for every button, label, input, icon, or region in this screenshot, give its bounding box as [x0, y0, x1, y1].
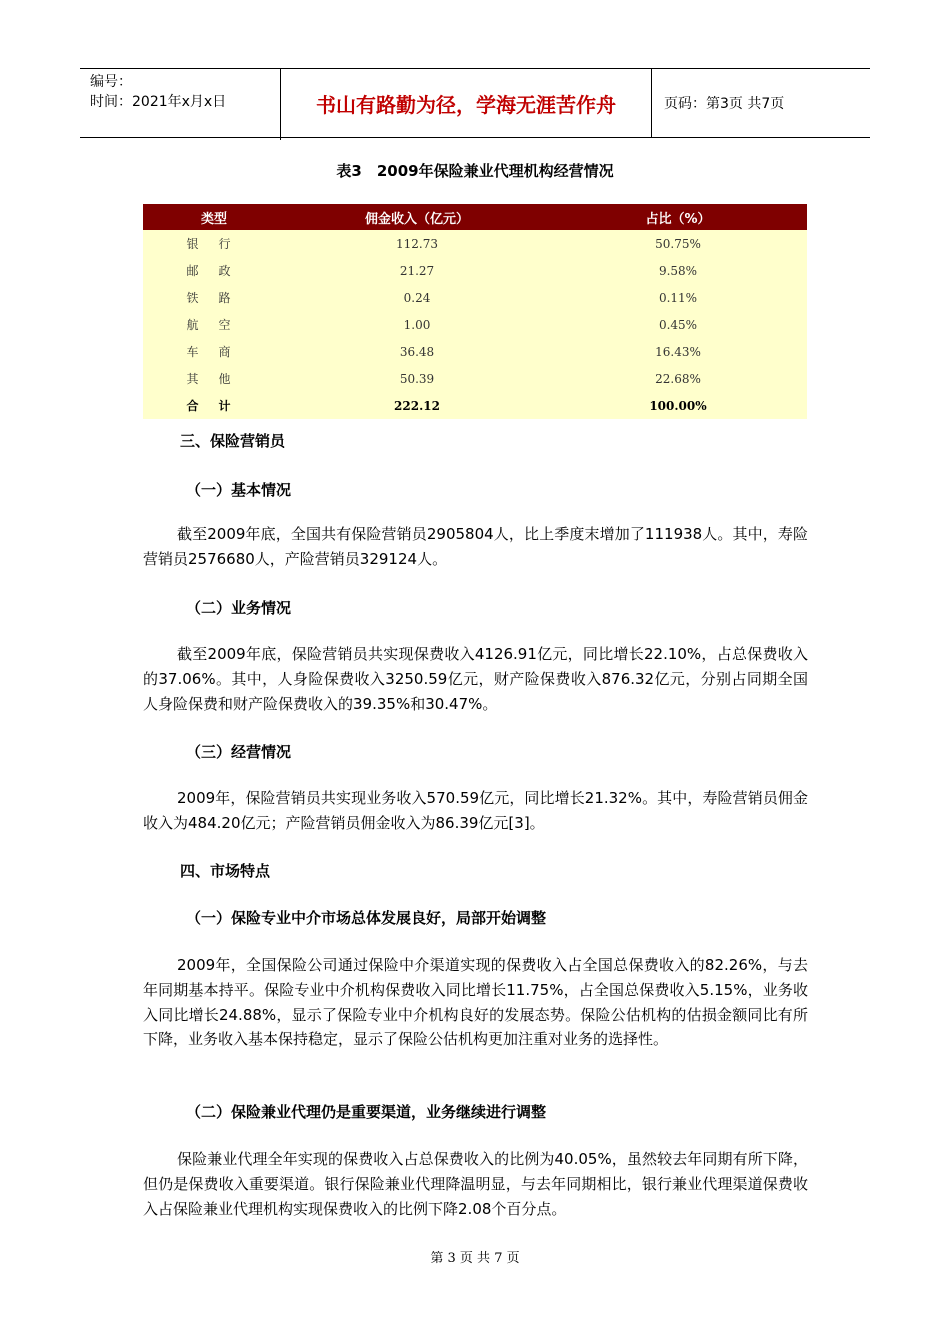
cell-share: 0.11% [549, 284, 807, 311]
section-4-sub-1: （一）保险专业中介市场总体发展良好，局部开始调整 [186, 909, 547, 927]
table-header-row [143, 204, 807, 230]
section-4-paragraph-2: 保险兼业代理全年实现的保费收入占总保费收入的比例为40.05%，虽然较去年同期有所下降，但仍是保费收入重要渠道。银行保险兼业代理降温明显，与去年同期相比，银行兼业代理渠道保费收入占保险兼业代理机构实现保费收入的比例下降2.08个百分点。 [143, 1150, 808, 1218]
cell-type: 航空 [143, 311, 285, 338]
cell-share: 100.00% [549, 392, 807, 419]
table-row [143, 284, 807, 311]
cell-type: 银行 [143, 230, 285, 257]
cell-share: 50.75% [549, 230, 807, 257]
cell-share: 22.68% [549, 365, 807, 392]
table-total-row [143, 392, 807, 419]
agency-table [143, 204, 807, 419]
table-caption: 表3 2009年保险兼业代理机构经营情况 [336, 162, 614, 180]
cell-commission: 1.00 [285, 311, 549, 338]
cell-commission: 0.24 [285, 284, 549, 311]
table-row [143, 311, 807, 338]
section-4-paragraph-1: 2009年，全国保险公司通过保险中介渠道实现的保费收入占全国总保费收入的82.26%，与去年同期基本持平。保险专业中介机构保费收入同比增长11.75%，占全国总保费收入5.15%，业务收入同比增长24.88%，显示了保险专业中介机构良好的发展态势。保险公估机构的估损金额同比有所下降，业务收入基本保持稳定，显示了保险公估机构更加注重对业务的选择性。 [143, 956, 808, 1049]
section-3-sub-3: （三）经营情况 [186, 743, 292, 761]
section-3-sub-1: （一）基本情况 [186, 481, 292, 499]
cell-share: 16.43% [549, 338, 807, 365]
section-3-paragraph-2: 截至2009年底，保险营销员共实现保费收入4126.91亿元，同比增长22.10%，占总保费收入的37.06%。其中，人身险保费收入3250.59亿元，财产险保费收入876.32亿元，分别占同期全国人身险保费和财产险保费收入的39.35%和30.47%。 [143, 645, 808, 713]
table-row [143, 257, 807, 284]
cell-commission: 50.39 [285, 365, 549, 392]
page-header [80, 68, 870, 138]
cell-type: 其他 [143, 365, 285, 392]
motto: 书山有路勤为径，学海无涯苦作舟 [281, 69, 652, 137]
page-footer: 第 3 页 共 7 页 [430, 1251, 520, 1266]
cell-commission: 36.48 [285, 338, 549, 365]
cell-type: 合计 [143, 392, 285, 419]
cell-share: 0.45% [549, 311, 807, 338]
cell-share: 9.58% [549, 257, 807, 284]
section-4-sub-2: （二）保险兼业代理仍是重要渠道，业务继续进行调整 [186, 1103, 547, 1121]
table-row [143, 365, 807, 392]
header-page-info: 页码：第3页 共7页 [664, 96, 785, 112]
cell-type: 车商 [143, 338, 285, 365]
header-left-cell [80, 69, 281, 140]
number-label: 编号： [90, 74, 132, 90]
col-header-commission: 佣金收入（亿元） [285, 204, 549, 230]
cell-commission: 112.73 [285, 230, 549, 257]
section-4-title: 四、市场特点 [180, 862, 271, 880]
cell-type: 铁路 [143, 284, 285, 311]
col-header-type: 类型 [143, 204, 285, 230]
col-header-share: 占比（%） [549, 204, 807, 230]
time-label: 时间：2021年x月x日 [90, 94, 227, 110]
cell-commission: 222.12 [285, 392, 549, 419]
cell-type: 邮政 [143, 257, 285, 284]
section-3-sub-2: （二）业务情况 [186, 599, 292, 617]
section-3-title: 三、保险营销员 [180, 432, 286, 450]
table-row [143, 230, 807, 257]
section-3-paragraph-1: 截至2009年底，全国共有保险营销员2905804人，比上季度末增加了111938人。其中，寿险营销员2576680人，产险营销员329124人。 [143, 525, 808, 568]
table-row [143, 338, 807, 365]
section-3-paragraph-3: 2009年，保险营销员共实现业务收入570.59亿元，同比增长21.32%。其中，寿险营销员佣金收入为484.20亿元；产险营销员佣金收入为86.39亿元[3]。 [143, 789, 808, 832]
cell-commission: 21.27 [285, 257, 549, 284]
